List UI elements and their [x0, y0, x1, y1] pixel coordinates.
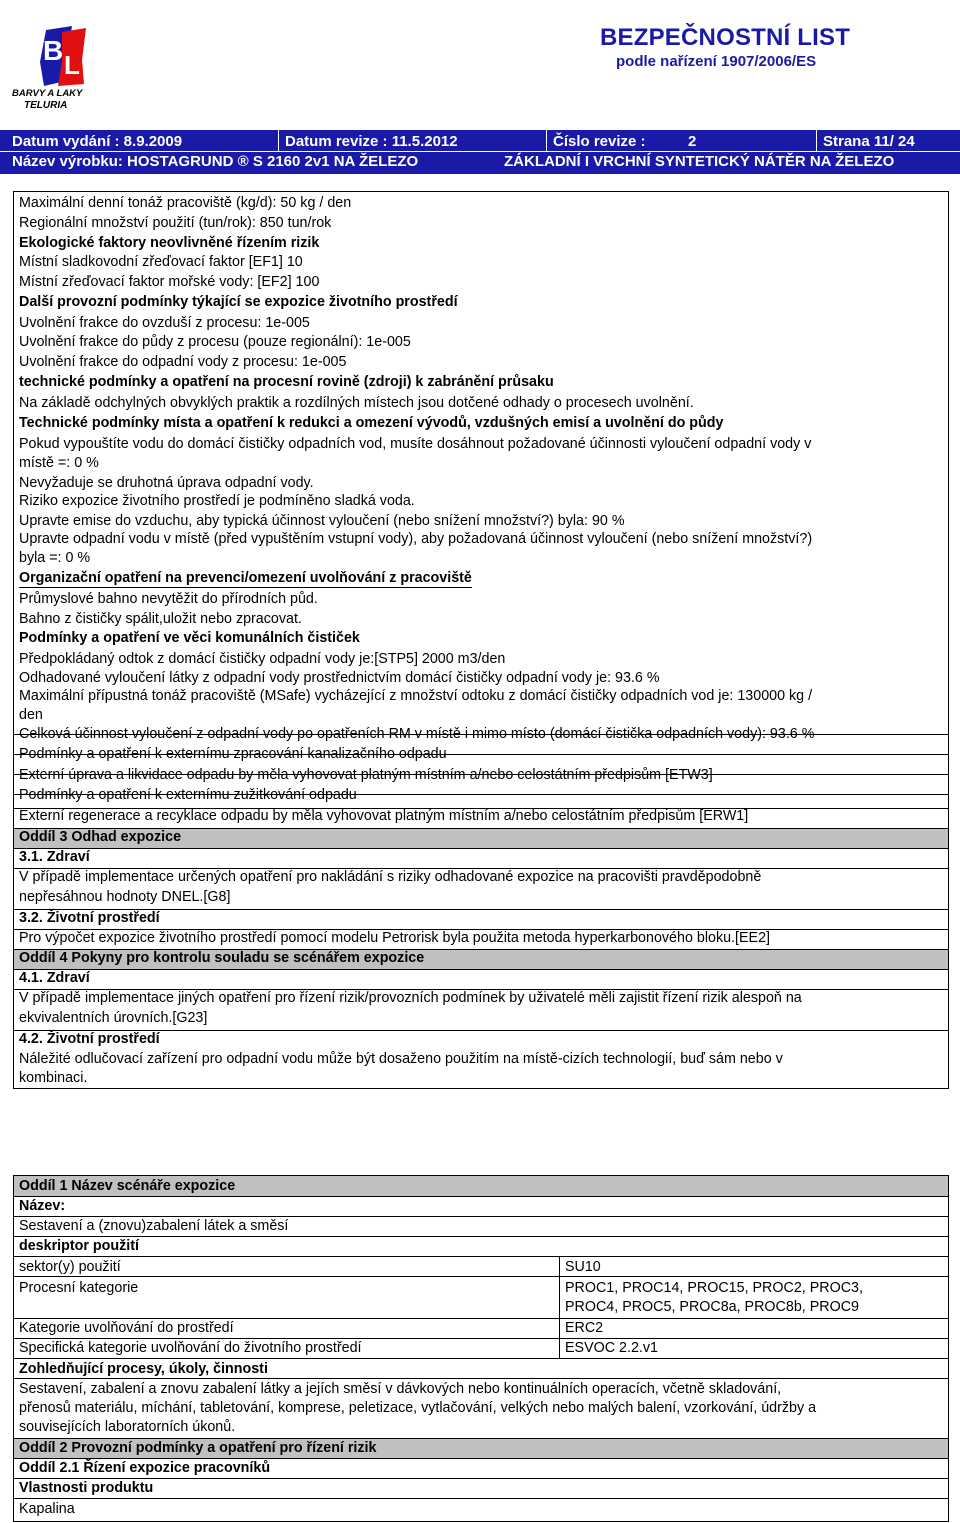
text-line: Bahno z čističky spálit,uložit nebo zpracovat. [19, 611, 302, 627]
text-line: Regionální množství použití (tun/rok): 850 tun/rok [19, 215, 332, 231]
logo-text-2: TELURIA [24, 100, 68, 111]
release-category-label: Kategorie uvolňování do prostředí [19, 1320, 234, 1336]
subsection-heading: 3.2. Životní prostředí [19, 910, 160, 926]
sector-value: SU10 [565, 1259, 601, 1275]
text-line: Na základě odchylných obvyklých praktik a rozdílných místech jsou dotčené odhady o procesech uvolnění. [19, 395, 694, 411]
text-line: den [19, 707, 43, 723]
text-line: Upravte emise do vzduchu, aby typická účinnost vyloučení (nebo snížení množství?) byla: 90 % [19, 513, 625, 529]
text-line: Celková účinnost vyloučení z odpadní vody po opatřeních RM v místě i mimo místo (domácí čistička odpadních vody): 93.6 % [19, 726, 815, 742]
text-line: V případě implementace určených opatření pro nakládání s riziky odhadované expozice na pracovišti pravděpodobně [19, 869, 762, 885]
subsection-heading: 4.2. Životní prostředí [19, 1031, 160, 1047]
svg-text:B: B [43, 35, 64, 66]
name-label: Název: [19, 1198, 66, 1214]
sector-label: sektor(y) použití [19, 1259, 121, 1275]
company-logo [10, 22, 120, 112]
row-divider [14, 1358, 948, 1359]
text-line: V případě implementace jiných opatření pro řízení rizik/provozních podmínek by uživatelé měli zajistit řízení rizik alespoň na [19, 990, 802, 1006]
text-line: Místní zřeďovací faktor mořské vody: [EF2] 100 [19, 274, 320, 290]
text-line: Uvolnění frakce do půdy z procesu (pouze regionální): 1e-005 [19, 334, 411, 350]
revision-number-label: Číslo revize : [553, 133, 646, 150]
specific-release-value: ESVOC 2.2.v1 [565, 1340, 658, 1356]
release-category-value: ERC2 [565, 1320, 604, 1336]
text-line: ekvivalentních úrovních.[G23] [19, 1010, 208, 1026]
processes-text: přenosů materiálu, míchání, tabletování, komprese, peletizace, vytlačování, velkých nebo malých balení, vzorkování, údržby a [19, 1400, 817, 1416]
processes-text: Sestavení, zabalení a znovu zabalení látky a jejích směsí v dávkových nebo kontinuálních operacích, včetně skladování, [19, 1381, 782, 1397]
text-line: kombinaci. [19, 1070, 88, 1086]
bar-hline [0, 151, 960, 152]
document-subtitle: podle nařízení 1907/2006/ES [616, 53, 817, 70]
text-line: Ekologické faktory neovlivněné řízením rizik [19, 235, 320, 251]
text-line: Externí regenerace a recyklace odpadu by měla vyhovovat platným místním a/nebo celostátním předpisům [ERW1] [19, 808, 749, 824]
revision-date: Datum revize : 11.5.2012 [285, 133, 458, 150]
row-divider [14, 1256, 948, 1257]
text-line: technické podmínky a opatření na procesní rovině (zdroji) k zabránění průsaku [19, 374, 554, 390]
text-line: Nevyžaduje se druhotná úprava odpadní vody. [19, 475, 314, 491]
section-heading: Oddíl 3 Odhad expozice [19, 829, 182, 845]
text-line: Externí úprava a likvidace odpadu by měla vyhovovat platným místním a/nebo celostátním předpisům [ETW3] [19, 767, 713, 783]
bar-divider [278, 130, 279, 152]
row-divider [14, 848, 948, 849]
text-line: Technické podmínky místa a opatření k redukci a omezení vývodů, vzdušných emisí a uvolnění do půdy [19, 415, 724, 431]
product-properties-label: Vlastnosti produktu [19, 1480, 154, 1496]
text-line: Pro výpočet expozice životního prostředí pomocí modelu Petrorisk byla použita metoda hyperkarbonového bloku.[EE2] [19, 930, 770, 946]
subsection-heading: 3.1. Zdraví [19, 849, 90, 865]
column-divider [559, 1256, 560, 1358]
processes-text: souvisejících laboratorních úkonů. [19, 1419, 236, 1435]
document-title: BEZPEČNOSTNÍ LIST [600, 24, 851, 51]
text-line: Riziko expozice životního prostředí je podmíněno sladká voda. [19, 493, 415, 509]
info-bar [0, 130, 960, 174]
name-value: Sestavení a (znovu)zabalení látek a směsí [19, 1218, 289, 1234]
issue-date: Datum vydání : 8.9.2009 [12, 133, 183, 150]
section-heading: Oddíl 1 Název scénáře expozice [19, 1178, 236, 1194]
text-line: Maximální přípustná tonáž pracoviště (MSafe) vycházející z množství odtoku z domácí čističky odpadních vod je: 130000 kg / [19, 688, 813, 704]
process-category-value: PROC1, PROC14, PROC15, PROC2, PROC3, [565, 1280, 863, 1296]
text-line: Předpokládaný odtok z domácí čističky odpadní vody je:[STP5] 2000 m3/den [19, 651, 506, 667]
text-line: Podmínky a opatření ve věci komunálních čističek [19, 630, 360, 646]
text-line: Uvolnění frakce do odpadní vody z procesu: 1e-005 [19, 354, 347, 370]
bar-divider [546, 130, 547, 152]
specific-release-label: Specifická kategorie uvolňování do životního prostředí [19, 1340, 362, 1356]
exposure-details-box [13, 191, 949, 1089]
processes-label: Zohledňující procesy, úkoly, činnosti [19, 1361, 268, 1377]
text-line: Podmínky a opatření k externímu zpracování kanalizačního odpadu [19, 746, 447, 762]
text-line: Průmyslové bahno nevytěžit do přírodních půd. [19, 591, 318, 607]
descriptor-label: deskriptor použití [19, 1238, 139, 1254]
svg-text:L: L [64, 50, 80, 80]
text-line: Maximální denní tonáž pracoviště (kg/d): 50 kg / den [19, 195, 352, 211]
process-category-value-2: PROC4, PROC5, PROC8a, PROC8b, PROC9 [565, 1299, 859, 1315]
row-divider [14, 1196, 948, 1197]
row-divider [14, 1478, 948, 1479]
text-line: Uvolnění frakce do ovzduší z procesu: 1e-005 [19, 315, 310, 331]
bar-divider [816, 130, 817, 152]
text-line: Odhadované vyloučení látky z odpadní vody prostřednictvím domácí čističky odpadní vody je: 93.6 % [19, 670, 660, 686]
text-line: Upravte odpadní vodu v místě (před vypuštěním vstupní vody), aby požadovaná účinnost vyloučení (nebo snížení množství?) [19, 531, 813, 547]
row-divider [14, 1378, 948, 1379]
row-divider [14, 1498, 948, 1499]
subsection-heading: 4.1. Zdraví [19, 970, 90, 986]
text-line: nepřesáhnou hodnoty DNEL.[G8] [19, 889, 231, 905]
text-line: Organizační opatření na prevenci/omezení uvolňování z pracoviště [19, 570, 472, 586]
product-state-value: Kapalina [19, 1501, 75, 1517]
product-name: Název výrobku: HOSTAGRUND ® S 2160 2v1 NA ŽELEZO [12, 153, 419, 170]
row-divider [14, 969, 948, 970]
text-line: byla =: 0 % [19, 550, 91, 566]
text-line: místě =: 0 % [19, 455, 99, 471]
subsection-heading: Oddíl 2.1 Řízení expozice pracovníků [19, 1460, 271, 1476]
product-description: ZÁKLADNÍ I VRCHNÍ SYNTETICKÝ NÁTĚR NA ŽELEZO [504, 153, 895, 170]
exposure-scenario-box [13, 1175, 949, 1522]
revision-number: 2 [688, 133, 697, 150]
header [0, 0, 960, 130]
section-heading: Oddíl 4 Pokyny pro kontrolu souladu se scénářem expozice [19, 950, 425, 966]
text-line: Pokud vypouštíte vodu do domácí čističky odpadních vod, musíte dosáhnout požadované účinnosti vyloučení odpadní vody v [19, 436, 812, 452]
row-divider [14, 1276, 948, 1277]
text-line: Místní sladkovodní zřeďovací faktor [EF1] 10 [19, 254, 303, 270]
section-heading: Oddíl 2 Provozní podmínky a opatření pro řízení rizik [19, 1440, 377, 1456]
text-line: Podmínky a opatření k externímu zužitkování odpadu [19, 787, 357, 803]
text-line: Náležité odlučovací zařízení pro odpadní vodu může být dosaženo použitím na místě-cizích technologií, buď sám nebo v [19, 1051, 783, 1067]
process-category-label: Procesní kategorie [19, 1280, 139, 1296]
row-divider [14, 1236, 948, 1237]
text-line: Další provozní podmínky týkající se expozice životního prostředí [19, 294, 458, 310]
logo-text-1: BARVY A LAKY [12, 88, 83, 99]
page-number: Strana 11/ 24 [823, 133, 915, 150]
